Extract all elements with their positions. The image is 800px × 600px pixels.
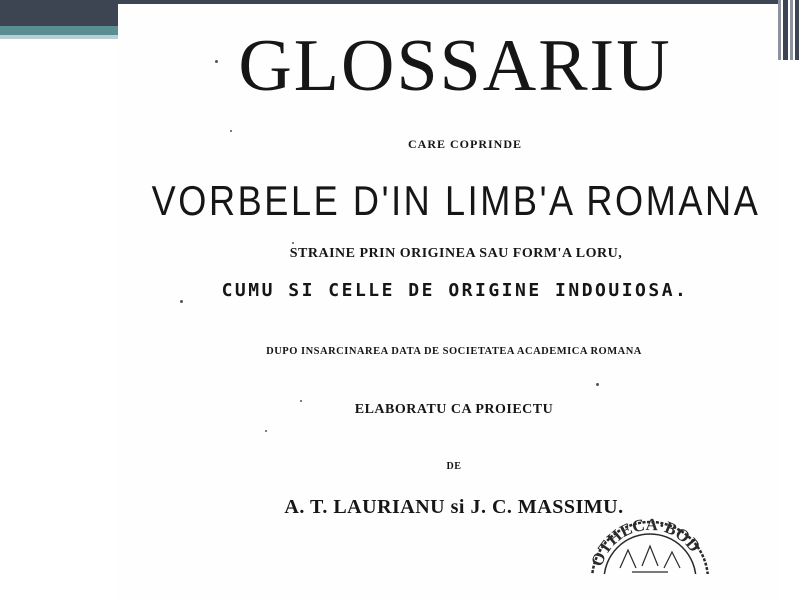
main-heading-line: VORBELE D'IN LIMB'A ROMANA bbox=[151, 177, 761, 224]
library-stamp bbox=[580, 510, 720, 574]
line-cumu: CUMU SI CELLE DE ORIGINE INDOUIOSA. bbox=[221, 280, 689, 301]
authors-line: A. T. LAURIANU si J. C. MASSIMU. bbox=[284, 496, 624, 518]
line-de: DE bbox=[446, 461, 462, 472]
scan-speck bbox=[215, 60, 218, 63]
subtitle-care-coprinde: CARE COPRINDE bbox=[407, 137, 522, 151]
scan-speck bbox=[596, 383, 599, 386]
scan-speck bbox=[230, 130, 232, 132]
page-title: GLOSSARIU bbox=[238, 25, 672, 107]
line-dupo: DUPO INSARCINAREA DATA DE SOCIETATEA ACADEMICA ROMANA bbox=[266, 346, 642, 357]
line-straine: STRAINE PRIN ORIGINEA SAU FORM'A LORU, bbox=[289, 246, 623, 261]
scan-speck bbox=[180, 300, 183, 303]
scan-speck bbox=[292, 242, 294, 244]
slide-dark-bar bbox=[0, 0, 120, 26]
scan-speck bbox=[265, 430, 267, 432]
line-elaboratu: ELABORATU CA PROIECTU bbox=[354, 402, 554, 417]
scan-speck bbox=[300, 400, 302, 402]
stamp-text: OTHECA·BOD bbox=[587, 514, 705, 569]
